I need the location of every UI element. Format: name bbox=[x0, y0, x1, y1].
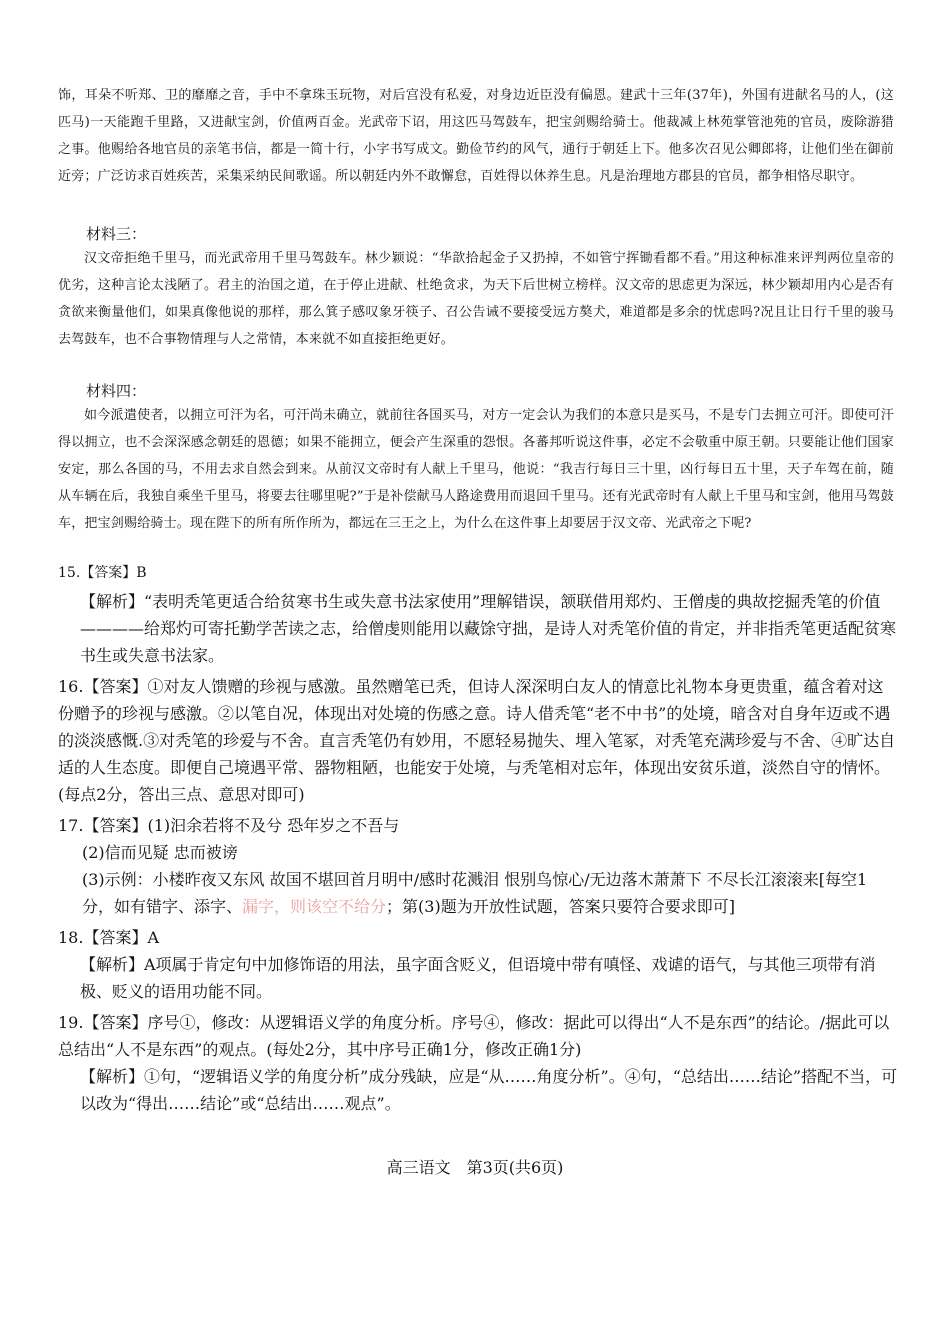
material-four-block bbox=[58, 402, 894, 537]
q15-answer: 15.【答案】B bbox=[58, 565, 147, 581]
q17-part3-text-b: ；第(3)题为开放性试题，答案只要符合要求即可] bbox=[386, 897, 735, 916]
material-three-paragraph: 汉文帝拒绝千里马，而光武帝用千里马驾鼓车。林少颖说：“华歆拾起金子又扔掉，不如管宁挥锄看都不看。”用这种标准来评判两位皇帝的优劣，这种言论太浅陋了。君主的治国之道，在于停止进献、杜绝贪求，为天下后世树立榜样。汉文帝的思虑更为深远，林少颖却用内心是否有贪欲来衡量他们，如果真像他说的那样，那么箕子感叹象牙筷子、召公告诫不要接受远方獒犬，难道都是多余的忧虑吗?况且让日行千里的骏马去驾鼓车，也不合事物情理与人之常情，本来就不如直接拒绝更好。 bbox=[58, 251, 894, 347]
q17-part3 bbox=[58, 866, 898, 920]
material-two-continued bbox=[58, 82, 894, 190]
q17-answer: 17.【答案】(1)汩余若将不及兮 恐年岁之不吾与 bbox=[58, 816, 400, 835]
q17-part3-text-a: (3)示例：小楼昨夜又东风 故国不堪回首月明中/感时花溅泪 恨别鸟惊心/无边落木萧萧下 不尽长江滚滚来[每空1分，如有错字、添字、 bbox=[82, 870, 868, 916]
material-two-paragraph: 饰，耳朵不听郑、卫的靡靡之音，手中不拿珠玉玩物，对后宫没有私爱，对身边近臣没有偏恩。建武十三年(37年)，外国有进献名马的人，(这匹马)一天能跑千里路，又进献宝剑，价值两百金。光武帝下诏，用这匹马驾鼓车，把宝剑赐给骑士。他裁减上林苑掌管池苑的官员，废除游猎之事。他赐给各地官员的亲笔书信，都是一简十行，小字书写成文。勤俭节约的风气，通行于朝廷上下。他多次召见公卿郎将，让他们坐在御前近旁；广泛访求百姓疾苦，采集采纳民间歌谣。所以朝廷内外不敢懈怠，百姓得以休养生息。凡是治理地方郡县的官员，都争相恪尽职守。 bbox=[58, 88, 894, 184]
q19-answer: 19.【答案】序号①，修改：从逻辑语义学的角度分析。序号④，修改：据此可以得出“人不是东西”的结论。/据此可以总结出“人不是东西”的观点。(每处2分，其中序号正确1分，修改正确1分) bbox=[58, 1013, 890, 1059]
watermark-text: 漏字，则该空不给分 bbox=[242, 897, 387, 916]
q15-analysis: 【解析】“表明秃笔更适合给贫寒书生或失意书法家使用”理解错误，颔联借用郑灼、王僧虔的典故挖掘秃笔的价值————给郑灼可寄托勤学苦读之志，给僧虔则能用以藏馀守拙，是诗人对秃笔价值的肯定，并非指秃笔更适配贫寒书生或失意书法家。 bbox=[80, 592, 897, 665]
q18-answer: 18.【答案】A bbox=[58, 928, 160, 947]
q17-part2: (2)信而见疑 忠而被谤 bbox=[82, 843, 238, 862]
q18-analysis: 【解析】A项属于肯定句中加修饰语的用法，虽字面含贬义，但语境中带有嗔怪、戏谑的语气，与其他三项带有消极、贬义的语用功能不同。 bbox=[80, 955, 876, 1001]
q19-analysis: 【解析】①句，“逻辑语义学的角度分析”成分残缺，应是“从……角度分析”。④句，“总结出……结论”搭配不当，可以改为“得出……结论”或“总结出……观点”。 bbox=[80, 1067, 898, 1113]
material-three-block bbox=[58, 245, 894, 353]
material-four-heading: 材料四： bbox=[86, 382, 147, 400]
material-four-paragraph: 如今派遣使者，以拥立可汗为名，可汗尚未确立，就前往各国买马，对方一定会认为我们的本意只是买马，不是专门去拥立可汗。即使可汗得以拥立，也不会深深感念朝廷的恩德；如果不能拥立，便会产生深重的怨恨。各蕃邦听说这件事，必定不会敬重中原王朝。只要能让他们国家安定，那么各国的马，不用去求自然会到来。从前汉文帝时有人献上千里马，他说：“我吉行每日三十里，凶行每日五十里，天子车驾在前，随从车辆在后，我独自乘坐千里马，将要去往哪里呢?”于是补偿献马人路途费用而退回千里马。还有光武帝时有人献上千里马和宝剑，他用马驾鼓车，把宝剑赐给骑士。现在陛下的所有所作所为，都远在三王之上，为什么在这件事上却要居于汉文帝、光武帝之下呢? bbox=[58, 408, 894, 531]
answers-section bbox=[58, 562, 898, 1117]
material-three-heading: 材料三： bbox=[86, 225, 147, 243]
q16-answer: 16.【答案】①对友人馈赠的珍视与感激。虽然赠笔已秃，但诗人深深明白友人的情意比礼物本身更贵重，蕴含着对这份赠予的珍视与感激。②以笔自况，体现出对处境的伤感之意。诗人借秃笔“老不中书”的处境，暗含对自身年迈或不遇的淡淡感慨.③对秃笔的珍爱与不舍。直言秃笔仍有妙用，不愿轻易抛失、埋入笔冢，对秃笔充满珍爱与不舍、④旷达自适的人生态度。即便自己境遇平常、器物粗陋，也能安于处境，与秃笔相对忘年，体现出安贫乐道，淡然自守的情怀。(每点2分，答出三点、意思对即可) bbox=[58, 677, 896, 804]
page-footer: 高三语文 第3页(共6页) bbox=[386, 1158, 564, 1177]
